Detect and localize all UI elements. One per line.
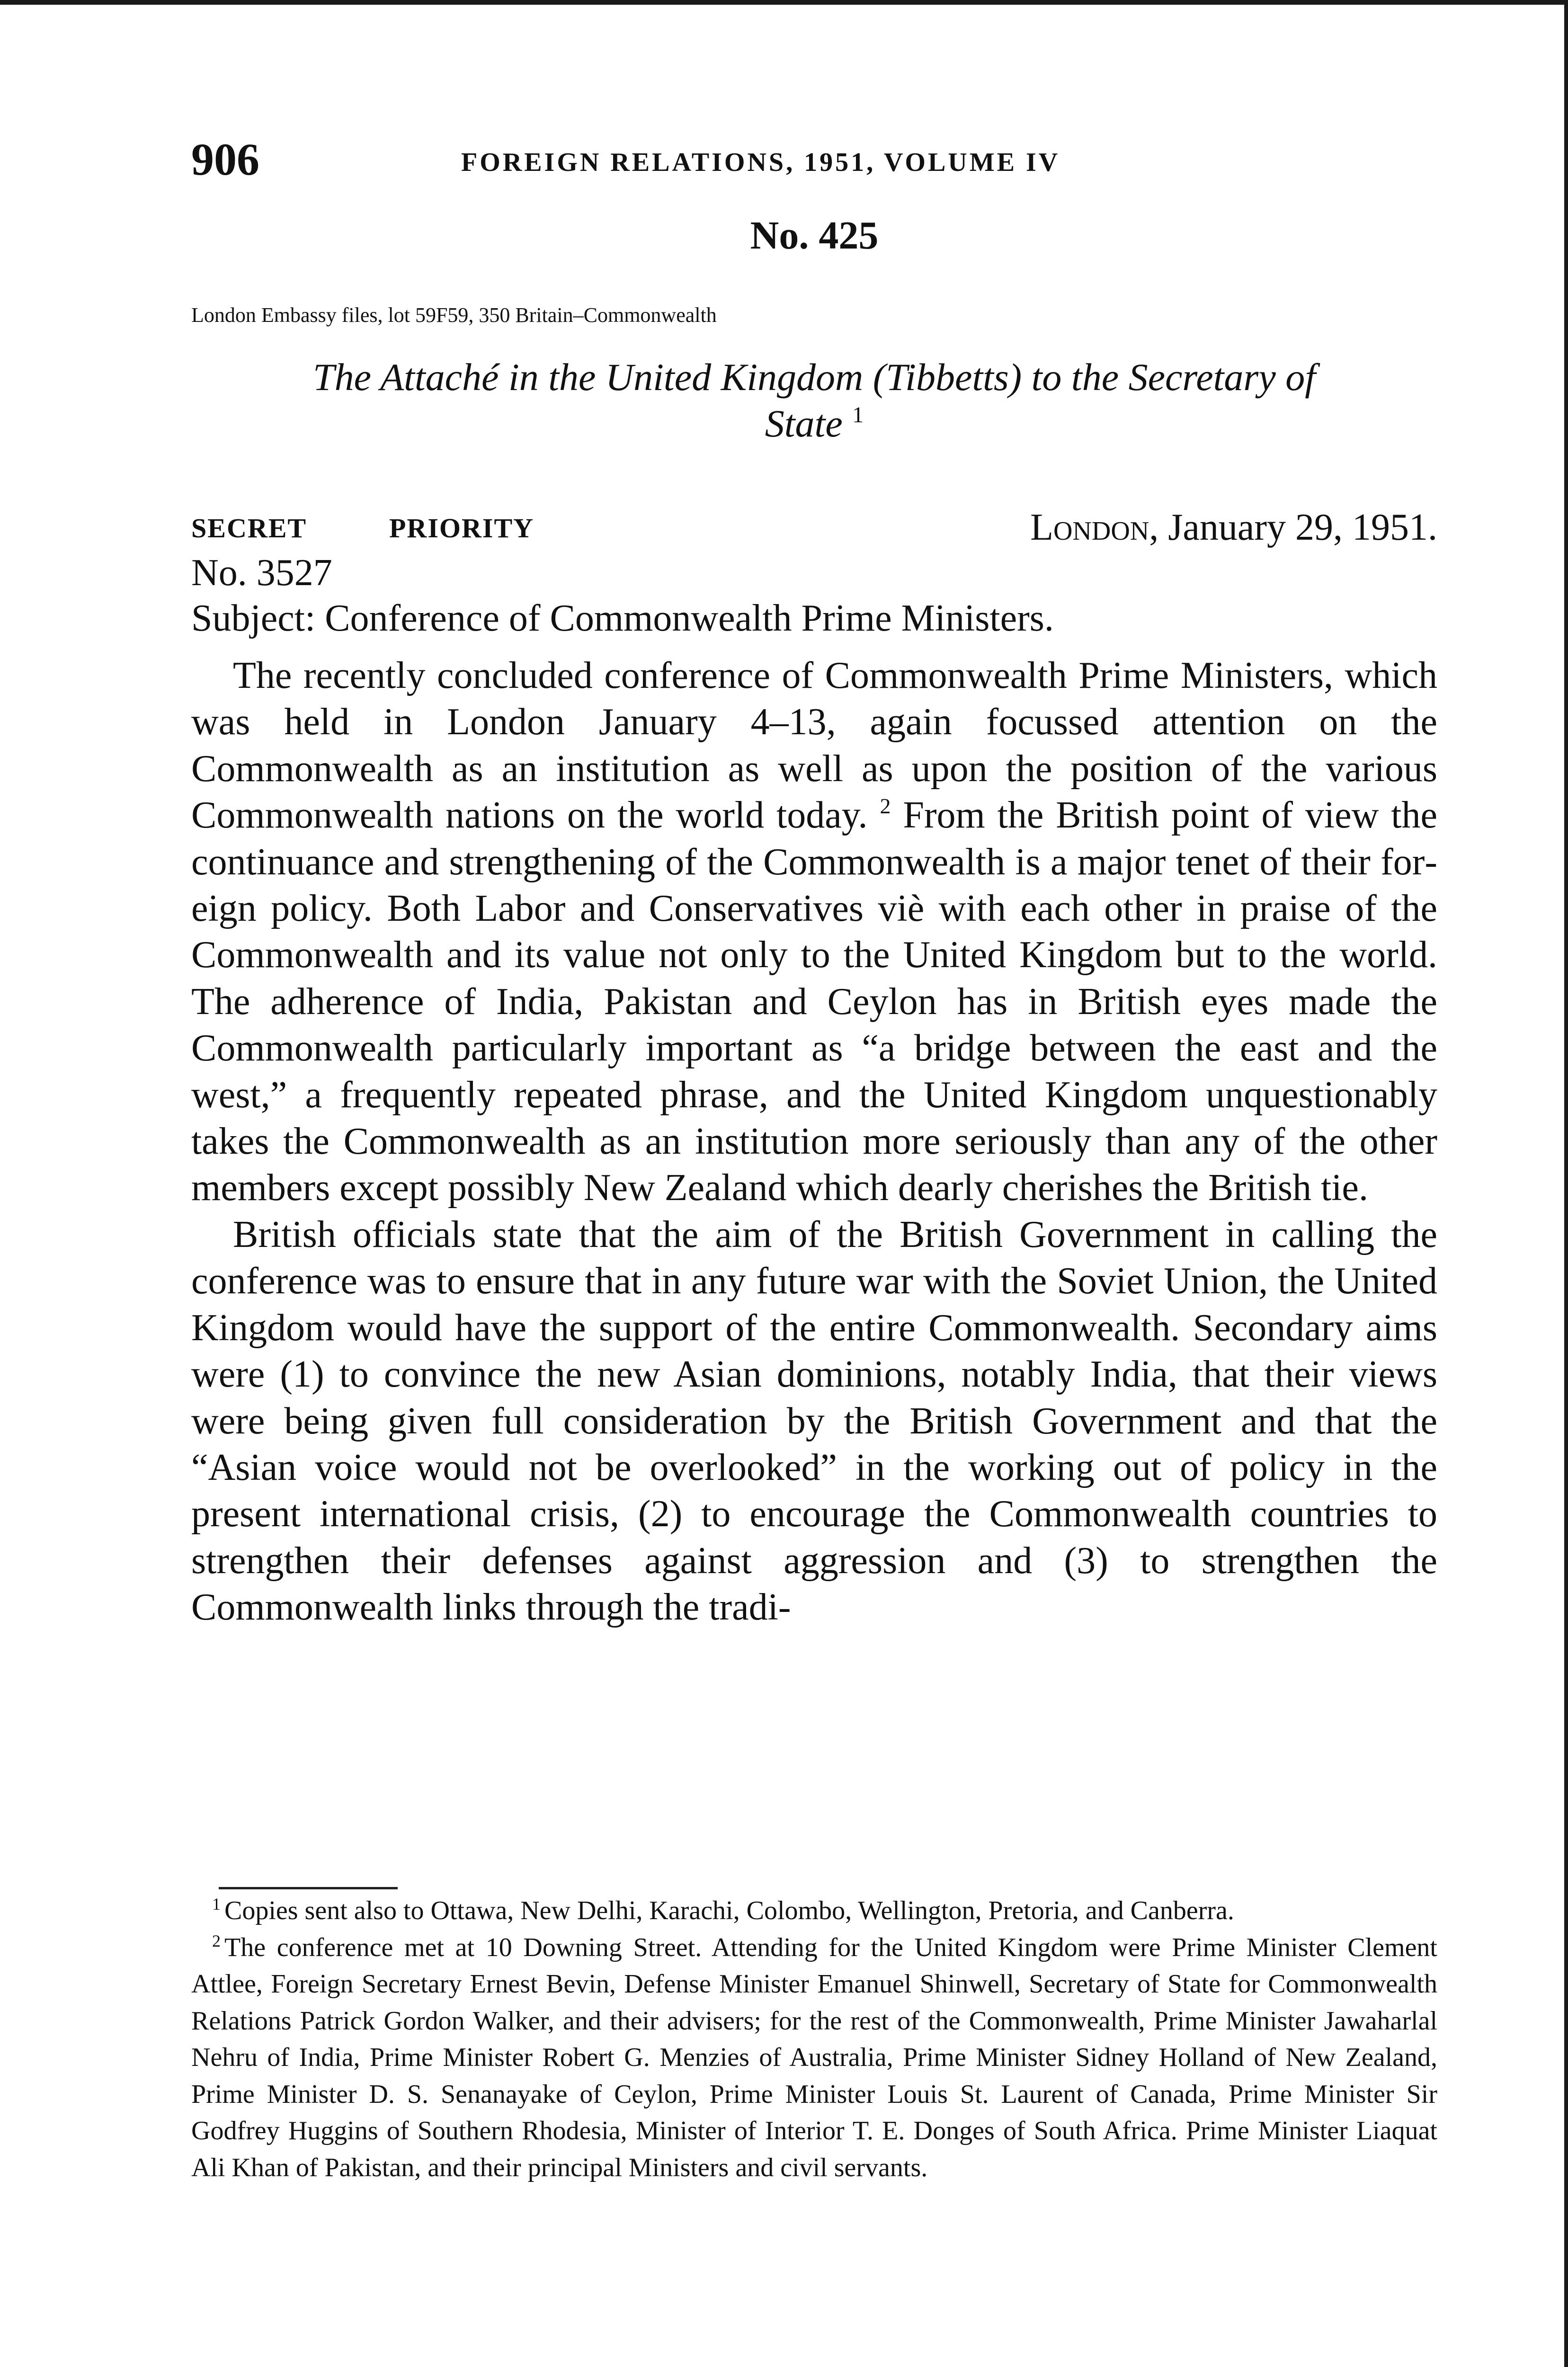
place-and-date (1030, 504, 1437, 551)
precedence-label: PRIORITY (389, 513, 535, 543)
date: , January 29, 1951. (1149, 507, 1437, 548)
paragraph-1-part-b: From the British point of view the continuance and strengthening of the Commonwealth is a major tenet of their foreign policy. Both Labor and Conservatives viè with each other in praise of the Commonwealth and its value not only to the United Kingdom but to the world. The adherence of India, Pakistan and Ceylon has in British eyes made the Commonwealth particularly important as “a bridge between the east and the west,” a frequently repeated phrase, and the United Kingdom unquestionably takes the Commonwealth as an institution more seriously than any of the other members except possibly New Zealand which dearly cherishes the British tie. (191, 794, 1438, 1209)
body-text (191, 652, 1437, 1631)
classification-label: SECRET (191, 513, 307, 543)
document-number: No. 425 (750, 214, 879, 258)
footnote-1-text: Copies sent also to Ottawa, New Delhi, Karachi, Colombo, Wellington, Pretoria, and Canberra. (224, 1896, 1234, 1925)
dateline (191, 504, 1437, 551)
footnote-ref-1: 1 (852, 402, 864, 427)
despatch-number: No. 3527 (191, 552, 332, 594)
footnotes (191, 1893, 1437, 2186)
footnote-1 (191, 1893, 1437, 1930)
footnote-1-mark: 1 (212, 1895, 221, 1913)
document-title-line-2-text: State (765, 402, 843, 445)
footnote-2-text: The conference met at 10 Downing Street. Attending for the United Kingdom were Prime Minister Clement Attlee, Foreign Secretary Ernest Bevin, Defense Minister Emanuel Shinwell, Secretary of State for Commonwealth Relations Patrick Gordon Walker, and their advisers; for the rest of the Commonwealth, Prime Minister Jawaharlal Nehru of India, Prime Minister Robert G. Menzies of Australia, Prime Minister Sidney Holland of New Zealand, Prime Minister D. S. Senanayake of Ceylon, Prime Minister Louis St. Laurent of Canada, Prime Minister Sir Godfrey Huggins of Southern Rhodesia, Minister of Interior T. E. Donges of South Africa. Prime Minister Liaquat Ali Khan of Pakistan, and their principal Ministers and civil servants. (191, 1932, 1437, 2182)
running-head (191, 133, 1437, 190)
document-title-line-1: The Attaché in the United Kingdom (Tibbetts) to the Secretary of (312, 356, 1316, 399)
document-title-line-2 (191, 400, 1437, 447)
page-number: 906 (191, 134, 259, 185)
scan-border-top (0, 0, 1568, 5)
footnote-divider (219, 1887, 398, 1889)
document-title (191, 354, 1437, 447)
footnote-2 (191, 1930, 1437, 2187)
footnote-ref-2: 2 (880, 794, 891, 819)
paragraph-2: British officials state that the aim of the British Government in calling the conference was to ensure that in any future war with the Soviet Union, the United Kingdom would have the support of the entire Commonwealth. Secondary aims were (1) to convince the new Asian dominions, notably India, that their views were being given full consideration by the British Government and that the “Asian voice would not be overlooked” in the working out of policy in the present international crisis, (2) to encourage the Commonwealth countries to strengthen their defenses against aggression and (3) to strengthen the Commonwealth links through the tradi- (191, 1213, 1437, 1628)
footnote-2-mark: 2 (212, 1931, 221, 1950)
source-citation: London Embassy files, lot 59F59, 350 Britain–Commonwealth (191, 303, 717, 327)
scan-border-right (1564, 0, 1568, 2367)
place: London (1030, 507, 1149, 548)
subject-line: Subject: Conference of Commonwealth Prime Ministers. (191, 597, 1054, 639)
paragraph-1-part-a: The recently concluded conference of Commonwealth Prime Ministers, which was held in London January 4–13, again focussed attention on the Commonwealth as an institution as well as upon the position of the various Commonwealth nations on the world today. (191, 655, 1437, 836)
running-title: FOREIGN RELATIONS, 1951, VOLUME IV (461, 148, 1060, 177)
paragraph-1 (191, 652, 1437, 1211)
